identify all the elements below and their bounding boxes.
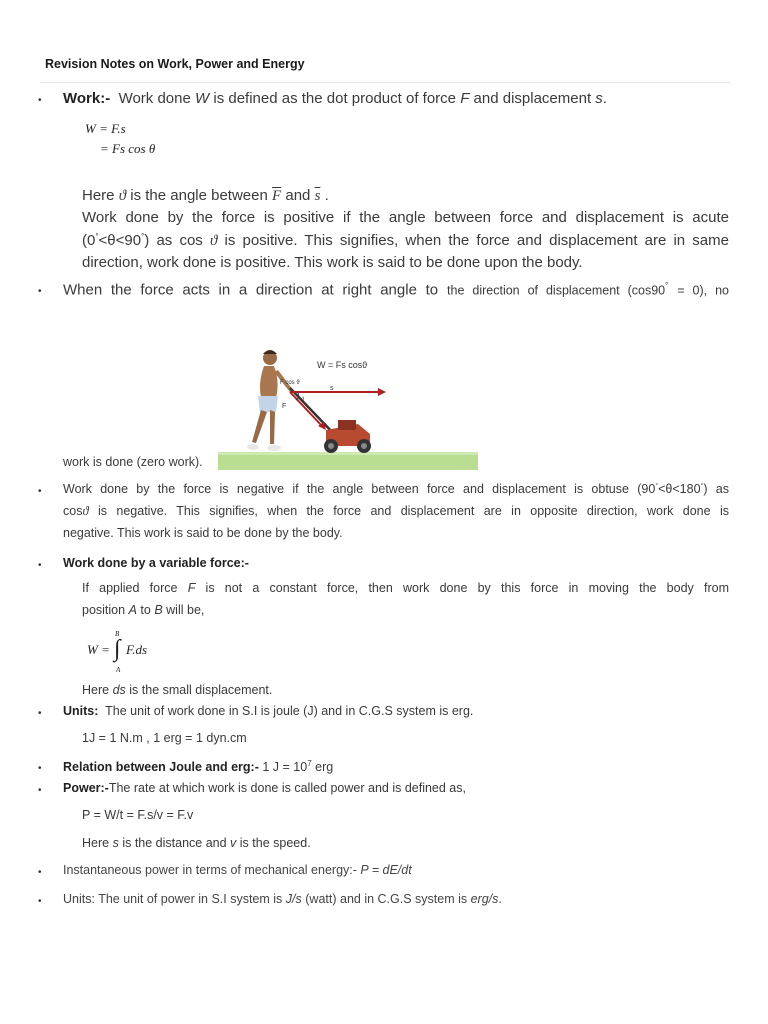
figure-label-w: W = Fs cosϑ [317,360,368,370]
grass-top [218,452,478,455]
small-displacement-text: Here ds is the small displacement. [82,683,273,697]
work-equation-2: = Fs cos θ [100,141,156,156]
variable-force-heading: Work done by a variable force:- [63,556,249,570]
positive-work-line-1: Work done by the force is positive if the angle between force and displacement is acute [82,209,729,226]
positive-work-line-2: (0°<θ<90°) as cos ϑ is positive. This signifies, when the force and displacement are in same [82,232,729,249]
figure-label-f: F [282,403,287,410]
right-angle-text: When the force acts in a direction at right angle to the direction of displacement (cos90° = 0), no [63,281,729,299]
bullet-negative: • [38,486,42,497]
person-hair [263,350,277,354]
units-text: Units: The unit of work done in S.I is joule (J) and in C.G.S system is erg. [63,704,474,718]
bullet-instantaneous: • [38,867,42,878]
variable-force-line-1: If applied force F is not a constant force, then work done by this force in moving the body from [82,581,729,595]
bullet-relation: • [38,763,42,774]
title-divider [40,82,730,83]
bullet-right-angle: • [38,286,42,297]
power-equation: P = W/t = F.s/v = F.v [82,808,194,822]
power-variables-text: Here s is the distance and v is the speed. [82,836,311,850]
integral-body: F.ds [126,642,148,657]
relation-text: Relation between Joule and erg:- 1 $J = 10^7$ erg [63,759,334,775]
bullet-work: • [38,95,42,106]
positive-work-line-3: direction, work done is positive. This work is said to be done upon the body. [82,254,583,271]
instantaneous-power-text: Instantaneous power in terms of mechanical energy:- P = dE/dt [63,863,412,877]
work-label: Work:- [63,90,111,107]
power-units-text: Units: The unit of power in S.I system is J/s (watt) and in C.G.S system is erg/s. [63,892,502,906]
page-title: Revision Notes on Work, Power and Energy [45,57,305,71]
integral-upper-limit: B [115,630,120,638]
angle-explanation: Here ϑ is the angle between $\overline{F}$ and $\overline{s}$ . [82,187,329,204]
figure-label-fcos: F cos ϑ [280,380,300,386]
work-definition: Work:- Work done W is defined as the dot product of force F and displacement s. [63,90,607,107]
work-equation-1: W = F.s [85,121,126,136]
figure-label-s: s [330,385,334,392]
negative-work-line-3: negative. This work is said to be done by the body. [63,526,343,540]
force-arrow [290,392,322,426]
shoe-left [247,444,259,450]
integral-sign: ∫ [114,636,121,662]
bullet-power-units: • [38,896,42,907]
mower-handle [290,388,336,436]
units-equation: 1J = 1 N.m , 1 erg = 1 dyn.cm [82,731,247,745]
power-text: Power:-The rate at which work is done is called power and is defined as, [63,781,466,795]
integral-lower-limit: A [116,666,121,674]
zero-work-text: work is done (zero work). [63,455,203,469]
negative-work-line-2: cosϑ is negative. This signifies, when the force and displacement are in opposite direction, work done is [63,504,729,518]
bullet-units: • [38,708,42,719]
bullet-variable: • [38,560,42,571]
bullet-power: • [38,785,42,796]
person-torso [260,366,278,398]
variable-force-line-2: position A to B will be, [82,603,205,617]
shoe-right [267,445,281,451]
mower-engine [338,420,356,430]
person-leg-right [270,410,275,444]
person-leg-left [252,410,267,443]
person-shorts [258,396,278,412]
lawn-mower-figure [218,344,478,470]
figure-label-theta: ϑ [301,397,304,403]
negative-work-line-1: Work done by the force is negative if the angle between force and displacement is obtuse (90°<θ<180°) as [63,482,730,496]
integral-lhs: W = [87,642,110,657]
horizontal-arrowhead [378,388,386,396]
